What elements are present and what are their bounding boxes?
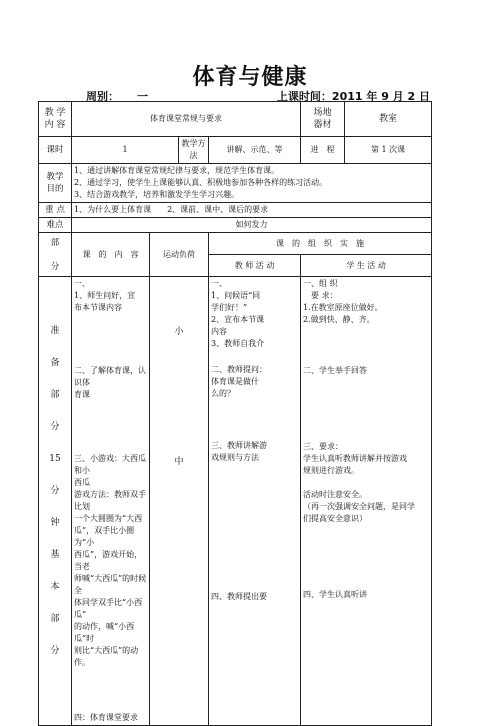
vertical-char: 钟 [50,518,60,528]
row-goal [39,164,432,203]
class-date: 上课时间：2011 年 9 月 2 日 [276,90,430,103]
row-section-body [39,277,432,726]
vertical-char: 准 [50,326,60,336]
row-column-header-1 [39,233,432,255]
difficulty-value: 如何发力 [72,218,432,233]
load-value-small: 小 [174,327,184,337]
vertical-char: 本 [50,582,60,592]
goal-item: 1、通过讲解体育课堂常规纪律与要求，规范学生体育课。 [74,166,280,175]
vertical-char: 15 [49,454,61,464]
content-part-1: 一、 1、师生问好，宣 布本节课内容 [74,279,136,312]
content-value: 体育课堂常规与要求 [72,102,301,137]
venue-value: 教室 [345,102,432,137]
period-label: 课时 [39,137,72,164]
student-part-4: 四、学生认真听讲 [303,590,368,599]
goal-label: 教学 目的 [39,164,72,203]
teacher-part-4: 四、教师提出要 [211,592,267,601]
method-value: 讲解、示范、等 [209,137,301,164]
lesson-plan-table [38,101,432,726]
key-label: 重 点 [39,203,72,218]
goal-item: 3、结合游戏教学，培养和激发学生学习兴趣。 [74,190,240,199]
row-key [39,203,432,218]
load-header: 运动负荷 [150,233,209,277]
teacher-part-3: 三、教师讲解游 戏规则与方法 [211,441,267,462]
progress-value: 第 1 次课 [345,137,432,164]
teacher-part-2: 二、教师提问： 体育课是做什 么的？ [211,365,267,398]
vertical-char: 基 [50,550,60,560]
content-part-2: 二、了解体育课，认识体 育课 [74,366,146,399]
content-label: 教 学 内 容 [39,102,72,137]
student-part-1: 一、组 织 要 求： 1.在教室原座位做好。 2.做到快、静、齐。 [303,279,383,324]
vertical-char: 分 [50,646,60,656]
vertical-char: 分 [50,422,60,432]
load-value-medium: 中 [174,457,184,467]
content-part-4: 四：体育课堂要求 [74,713,138,722]
teacher-header: 教 师 活 动 [209,255,301,277]
student-part-2: 二、学生举手回答 [303,366,368,375]
teacher-cell [209,277,301,726]
vertical-char: 备 [50,358,60,368]
key-value: 1、为什么要上体育课 2、课前、课中、课后的要求 [72,203,432,218]
content-part-3: 三、小游戏：大西瓜和小 西瓜 游戏方法：教师双手比划 一个大圆圈为“大西 瓜”，双手比小圈为“小 西瓜”，游戏开始，当老 师喊“大西瓜”的时候全 体同学双手比“小西瓜” 的动作，喊“小西瓜”时 则比“大西瓜”的动作。 [74,454,147,667]
goal-list [72,164,432,203]
student-header: 学 生 活 动 [301,255,432,277]
student-cell [301,277,432,726]
page-title: 体育与健康 [192,65,308,90]
row-content [39,102,432,137]
part-header: 部 分 [39,233,72,277]
teacher-part-1: 一、 1、问候语“同 学们好！” 2、宣布本节课 内容 3、教师自我介 [211,279,265,348]
difficulty-label: 难点 [39,218,72,233]
goal-item: 2、通过学习，使学生上课能够认真、积极地参加各种各样的练习活动。 [74,178,328,187]
vertical-char: 部 [50,390,60,400]
vertical-char: 部 [50,614,60,624]
content-header: 课 的 内 容 [72,233,150,277]
row-period [39,137,432,164]
method-label: 教学方 法 [179,137,209,164]
org-header: 课 的 组 织 实 施 [209,233,432,255]
week-label: 周别： [86,90,119,103]
student-part-3: 三、要求： 学生认真听教师讲解并按游戏 规则进行游戏。 活动时注意安全。 （再一次强调安全问题，是同学 们提高安全意识） [303,442,416,523]
venue-label: 场地 器材 [301,102,345,137]
load-cell [150,277,209,726]
vertical-char: 分 [50,486,60,496]
progress-label: 进 程 [301,137,345,164]
row-difficulty [39,218,432,233]
period-value: 1 [72,137,179,164]
week-value: 一 [137,90,148,103]
section-vertical-label [39,277,72,726]
content-cell [72,277,150,726]
